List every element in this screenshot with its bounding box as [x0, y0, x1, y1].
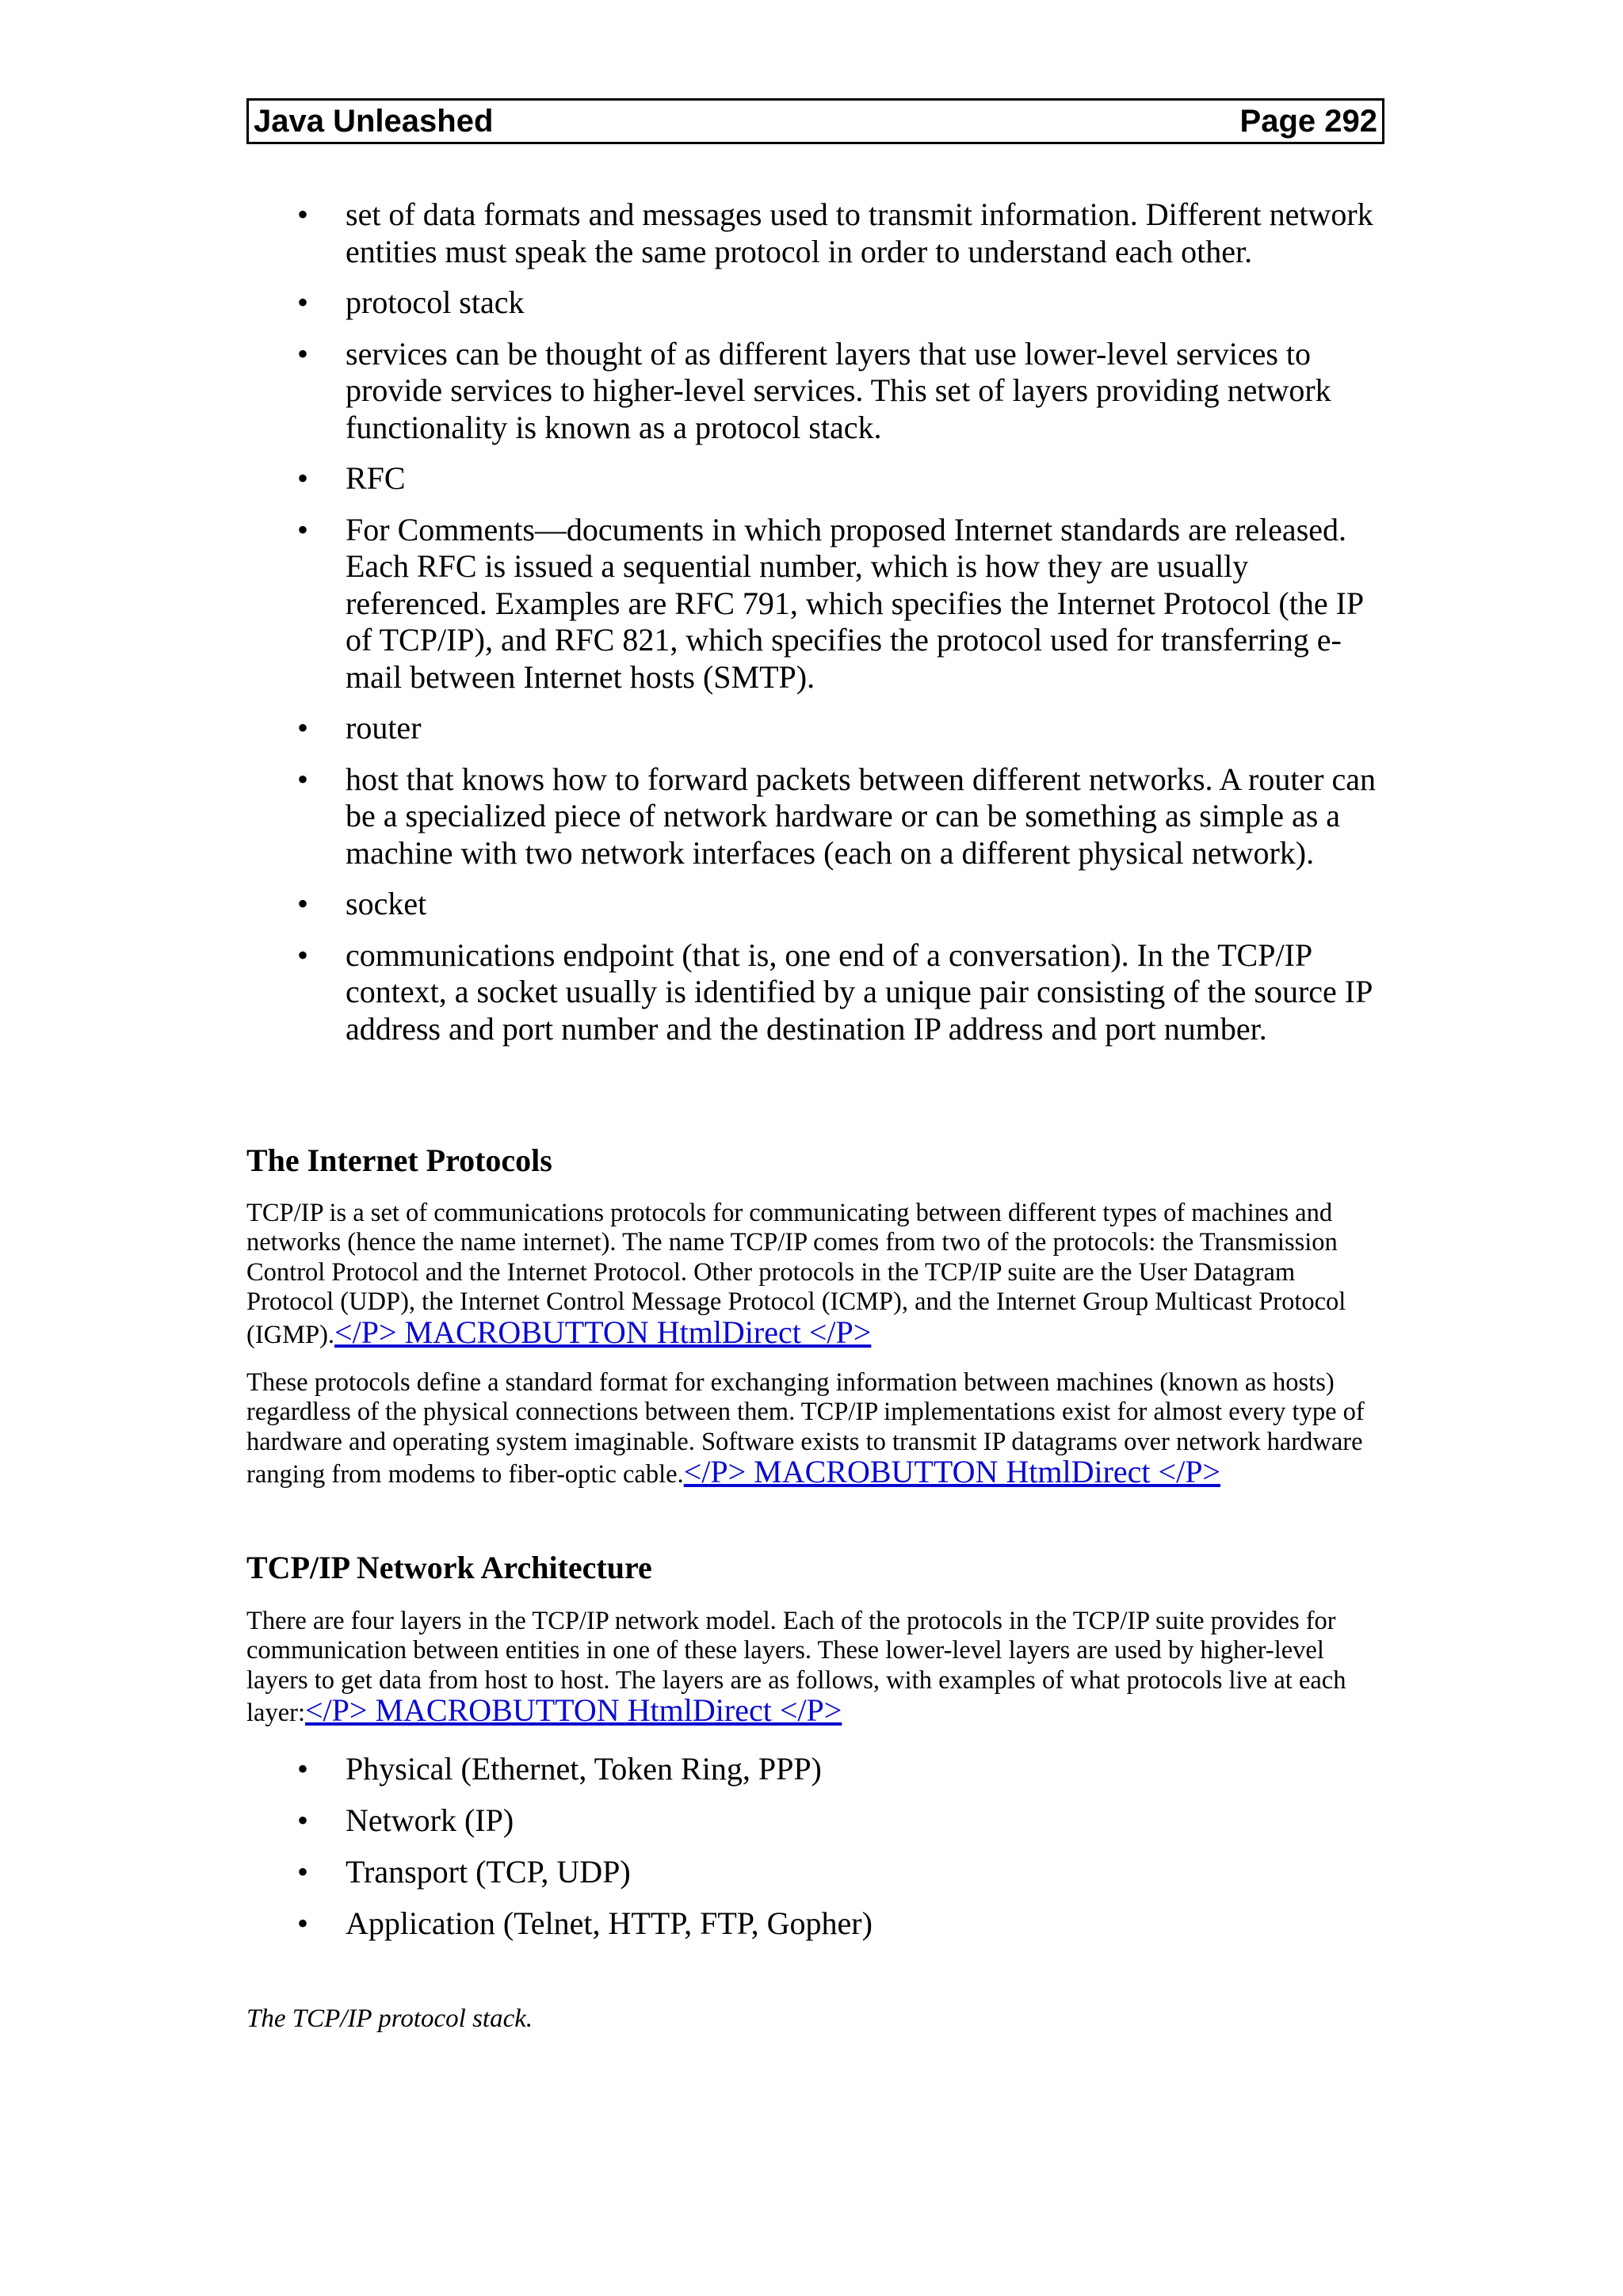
layers-list — [246, 1751, 1388, 1957]
list-item-text: router — [346, 710, 422, 746]
bullet-icon: • — [297, 1802, 309, 1838]
paragraph-text: These protocols define a standard format for exchanging information between machines (known as hosts) regardless of the physical connections between them. TCP/IP implementations exist for almost every type of hardware and operating system imaginable. Software exists to transmit IP datagrams over network hardware ranging from modems to fiber-optic cable. — [246, 1368, 1365, 1489]
figure-caption: The TCP/IP protocol stack. — [246, 2004, 533, 2033]
bullet-icon: • — [297, 761, 309, 797]
page-header — [246, 98, 1384, 144]
list-item — [246, 284, 1388, 322]
list-item — [246, 937, 1388, 1048]
list-item-text: Transport (TCP, UDP) — [346, 1854, 631, 1890]
section-heading-internet-protocols: The Internet Protocols — [246, 1142, 552, 1178]
list-item-text: host that knows how to forward packets between different networks. A router can be a specialized piece of network hardware or can be something as simple as a machine with two network interfaces (each on a different physical network). — [346, 761, 1377, 871]
macrobutton-link[interactable]: </P> MACROBUTTON HtmlDirect </P> — [334, 1314, 872, 1350]
list-item — [246, 710, 1388, 747]
list-item-text: RFC — [346, 460, 406, 496]
macrobutton-link[interactable]: </P> MACROBUTTON HtmlDirect </P> — [683, 1454, 1220, 1490]
list-item-text: protocol stack — [346, 284, 525, 320]
bullet-icon: • — [297, 1751, 309, 1787]
bullet-icon: • — [297, 335, 309, 372]
list-item-text: services can be thought of as different layers that use lower-level services to provide services to higher-level services. This set of layers providing network functionality is known as a protocol stack. — [346, 335, 1331, 445]
bullet-icon: • — [297, 284, 309, 320]
paragraph-internet-protocols — [246, 1199, 1388, 1350]
list-item-text: socket — [346, 886, 427, 921]
list-item-text: set of data formats and messages used to transmit information. Different network entities must speak the same protocol in order to understand each other. — [346, 196, 1373, 269]
list-item — [246, 1854, 1388, 1891]
glossary-list — [246, 196, 1388, 1062]
page-number: Page 292 — [1239, 103, 1377, 139]
list-item — [246, 1905, 1388, 1943]
macrobutton-link[interactable]: </P> MACROBUTTON HtmlDirect </P> — [304, 1692, 842, 1729]
list-item-text: Network (IP) — [346, 1802, 514, 1838]
list-item-text: Physical (Ethernet, Token Ring, PPP) — [346, 1751, 822, 1787]
list-item — [246, 761, 1388, 872]
bullet-icon: • — [297, 511, 309, 547]
list-item — [246, 886, 1388, 923]
list-item — [246, 512, 1388, 696]
bullet-icon: • — [297, 1854, 309, 1890]
paragraph-protocol-standards — [246, 1368, 1388, 1490]
bullet-icon: • — [297, 936, 309, 973]
paragraph-text: There are four layers in the TCP/IP network model. Each of the protocols in the TCP/IP suite provides for communication between entities in one of these layers. These lower-level layers are used by higher-level layers to get data from host to host. The layers are as follows, with examples of what protocols live at each layer: — [246, 1607, 1346, 1728]
list-item — [246, 196, 1388, 270]
bullet-icon: • — [297, 710, 309, 746]
list-item — [246, 336, 1388, 447]
list-item — [246, 1751, 1388, 1788]
bullet-icon: • — [297, 1905, 309, 1941]
paragraph-text: TCP/IP is a set of communications protocols for communicating between different types of machines and networks (hence the name internet). The name TCP/IP comes from two of the protocols: the Transmission Control Protocol and the Internet Protocol. Other protocols in the TCP/IP suite are the User Datagram Protocol (UDP), the Internet Control Message Protocol (ICMP), and the Internet Group Multicast Protocol (IGMP). — [246, 1199, 1346, 1349]
list-item — [246, 1802, 1388, 1840]
bullet-icon: • — [297, 460, 309, 496]
list-item-text: Application (Telnet, HTTP, FTP, Gopher) — [346, 1905, 873, 1941]
book-title: Java Unleashed — [254, 103, 494, 139]
bullet-icon: • — [297, 196, 309, 232]
bullet-icon: • — [297, 886, 309, 921]
list-item-text: For Comments—documents in which proposed Internet standards are released. Each RFC is issued a sequential number, which is how they are usually referenced. Examples are RFC 791, which specifies the Internet Protocol (the IP of TCP/IP), and RFC 821, which specifies the protocol used for transferring e-mail between Internet hosts (SMTP). — [346, 511, 1363, 695]
list-item-text: communications endpoint (that is, one end of a conversation). In the TCP/IP context, a socket usually is identified by a unique pair consisting of the source IP address and port number and the destination IP address and port number. — [346, 936, 1372, 1047]
list-item — [246, 460, 1388, 498]
section-heading-network-architecture: TCP/IP Network Architecture — [246, 1550, 652, 1585]
paragraph-network-architecture — [246, 1607, 1388, 1729]
